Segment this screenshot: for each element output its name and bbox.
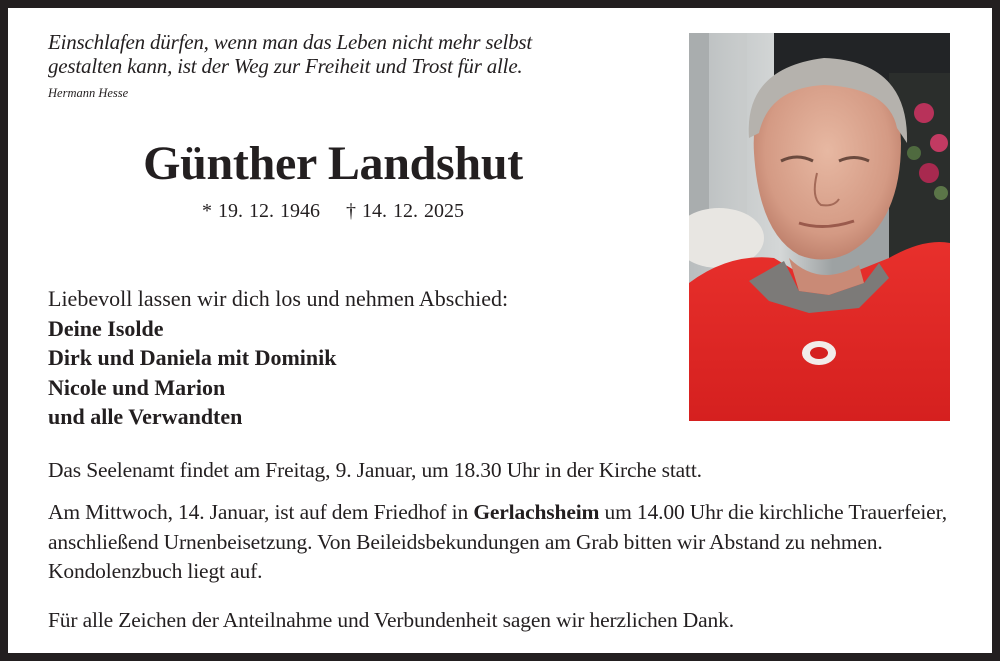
- obituary-card: [8, 8, 992, 653]
- funeral-text-after: um 14.00 Uhr die kirchliche Trauerfeier, anschließend Urnenbeisetzung. Von Beileidsbekundungen am Grab bitten wir Abstand zu nehmen. Kondolenzbuch liegt auf.: [48, 500, 947, 583]
- mourner-line: Dirk und Daniela mit Dominik: [48, 345, 337, 370]
- funeral-text-before: Am Mittwoch, 14. Januar, ist auf dem Friedhof in: [48, 500, 474, 524]
- mourner-line: und alle Verwandten: [48, 404, 243, 429]
- thanks-notice: Für alle Zeichen der Anteilnahme und Verbundenheit sagen wir herzlichen Dank.: [48, 608, 734, 632]
- requiem-notice: Das Seelenamt findet am Freitag, 9. Januar, um 18.30 Uhr in der Kirche statt.: [48, 458, 702, 482]
- farewell-block: [48, 284, 668, 432]
- life-dates: [88, 199, 578, 223]
- funeral-notice: [48, 498, 968, 587]
- quote: [48, 30, 648, 78]
- portrait-photo: [689, 33, 950, 421]
- quote-author: Hermann Hesse: [48, 86, 129, 100]
- quote-line: Einschlafen dürfen, wenn man das Leben nicht mehr selbst: [48, 30, 532, 54]
- quote-line: gestalten kann, ist der Weg zur Freiheit und Trost für alle.: [48, 54, 523, 78]
- portrait-image: [689, 33, 950, 421]
- mourner-line: Nicole und Marion: [48, 374, 226, 400]
- mourner-line: Deine Isolde: [48, 315, 164, 341]
- death-date: † 14. 12. 2025: [346, 200, 464, 222]
- funeral-place: Gerlachsheim: [473, 500, 600, 524]
- birth-date: * 19. 12. 1946: [202, 200, 320, 222]
- farewell-intro: Liebevoll lassen wir dich los und nehmen Abschied:: [48, 286, 509, 311]
- deceased-name: Günther Landshut: [143, 137, 523, 190]
